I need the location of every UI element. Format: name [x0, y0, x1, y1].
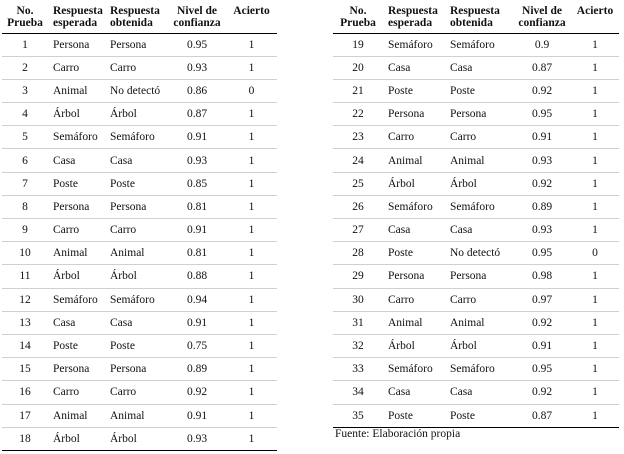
table-row — [2, 404, 277, 427]
table-row — [2, 334, 277, 357]
table-row — [333, 195, 619, 218]
table-row — [2, 427, 277, 450]
cell-no-prueba: 10 — [2, 242, 48, 265]
cell-respuesta-obtenida: Carro — [108, 219, 168, 242]
cell-no-prueba: 4 — [2, 103, 48, 126]
cell-acierto: 1 — [226, 126, 277, 149]
cell-nivel-confianza: 0.97 — [513, 288, 571, 311]
cell-acierto: 1 — [571, 381, 619, 404]
cell-acierto: 1 — [571, 172, 619, 195]
cell-acierto: 1 — [226, 56, 277, 79]
cell-respuesta-obtenida: Árbol — [448, 334, 513, 357]
cell-no-prueba: 21 — [333, 79, 383, 102]
cell-respuesta-esperada: Animal — [48, 404, 108, 427]
table-row — [333, 311, 619, 334]
cell-nivel-confianza: 0.91 — [168, 126, 226, 149]
cell-nivel-confianza: 0.95 — [513, 358, 571, 381]
cell-nivel-confianza: 0.81 — [168, 242, 226, 265]
cell-respuesta-obtenida: Semáforo — [448, 358, 513, 381]
cell-no-prueba: 5 — [2, 126, 48, 149]
table-row — [2, 103, 277, 126]
table-row — [2, 242, 277, 265]
cell-no-prueba: 34 — [333, 381, 383, 404]
cell-nivel-confianza: 0.93 — [168, 427, 226, 450]
table-row — [333, 149, 619, 172]
cell-no-prueba: 24 — [333, 149, 383, 172]
header-nivel-confianza: Nivel de confianza — [513, 2, 571, 33]
cell-respuesta-obtenida: Carro — [448, 126, 513, 149]
cell-respuesta-esperada: Casa — [48, 149, 108, 172]
cell-nivel-confianza: 0.93 — [513, 149, 571, 172]
cell-acierto: 1 — [571, 33, 619, 56]
cell-acierto: 1 — [571, 288, 619, 311]
table-row — [2, 195, 277, 218]
cell-nivel-confianza: 0.93 — [513, 219, 571, 242]
cell-no-prueba: 33 — [333, 358, 383, 381]
cell-respuesta-obtenida: Persona — [108, 195, 168, 218]
cell-respuesta-esperada: Animal — [383, 311, 448, 334]
cell-nivel-confianza: 0.81 — [168, 195, 226, 218]
table-row — [333, 172, 619, 195]
cell-no-prueba: 6 — [2, 149, 48, 172]
results-table-left — [2, 2, 277, 451]
cell-respuesta-obtenida: Persona — [108, 33, 168, 56]
cell-respuesta-obtenida: No detectó — [448, 242, 513, 265]
cell-nivel-confianza: 0.75 — [168, 334, 226, 357]
table-row — [333, 288, 619, 311]
cell-acierto: 0 — [571, 242, 619, 265]
cell-acierto: 1 — [226, 288, 277, 311]
cell-respuesta-esperada: Poste — [383, 79, 448, 102]
cell-acierto: 1 — [226, 33, 277, 56]
cell-respuesta-esperada: Persona — [48, 33, 108, 56]
header-acierto: Acierto — [226, 2, 277, 33]
cell-respuesta-obtenida: Semáforo — [108, 126, 168, 149]
table-row — [2, 288, 277, 311]
cell-acierto: 1 — [571, 56, 619, 79]
cell-respuesta-obtenida: Carro — [448, 288, 513, 311]
cell-no-prueba: 27 — [333, 219, 383, 242]
cell-respuesta-obtenida: Árbol — [448, 172, 513, 195]
cell-acierto: 1 — [571, 265, 619, 288]
header-respuesta-obtenida: Respuesta obtenida — [108, 2, 168, 33]
cell-respuesta-obtenida: Animal — [448, 149, 513, 172]
header-respuesta-esperada: Respuesta esperada — [48, 2, 108, 33]
table-source-caption: Fuente: Elaboración propia — [335, 428, 461, 440]
cell-respuesta-esperada: Semáforo — [383, 33, 448, 56]
table-header-row — [2, 2, 277, 33]
cell-respuesta-esperada: Árbol — [383, 172, 448, 195]
cell-no-prueba: 26 — [333, 195, 383, 218]
cell-no-prueba: 12 — [2, 288, 48, 311]
cell-respuesta-esperada: Árbol — [48, 427, 108, 450]
cell-nivel-confianza: 0.92 — [513, 172, 571, 195]
cell-respuesta-esperada: Carro — [48, 56, 108, 79]
table-row — [333, 79, 619, 102]
header-no-prueba: No. Prueba — [2, 2, 48, 33]
cell-nivel-confianza: 0.94 — [168, 288, 226, 311]
cell-respuesta-esperada: Poste — [48, 172, 108, 195]
table-row — [333, 265, 619, 288]
cell-respuesta-obtenida: Árbol — [108, 427, 168, 450]
cell-respuesta-esperada: Animal — [383, 149, 448, 172]
cell-respuesta-obtenida: Persona — [448, 103, 513, 126]
cell-respuesta-esperada: Poste — [383, 404, 448, 427]
table-row — [2, 126, 277, 149]
cell-nivel-confianza: 0.87 — [513, 404, 571, 427]
table-row — [333, 219, 619, 242]
cell-respuesta-esperada: Carro — [48, 381, 108, 404]
cell-nivel-confianza: 0.91 — [513, 126, 571, 149]
table-row — [333, 56, 619, 79]
table-row — [2, 219, 277, 242]
cell-acierto: 1 — [571, 103, 619, 126]
cell-acierto: 1 — [571, 219, 619, 242]
cell-respuesta-esperada: Poste — [48, 334, 108, 357]
cell-nivel-confianza: 0.95 — [513, 242, 571, 265]
cell-acierto: 1 — [226, 149, 277, 172]
cell-no-prueba: 3 — [2, 79, 48, 102]
cell-acierto: 1 — [226, 381, 277, 404]
cell-nivel-confianza: 0.87 — [513, 56, 571, 79]
cell-acierto: 1 — [226, 265, 277, 288]
cell-respuesta-obtenida: Casa — [108, 149, 168, 172]
cell-acierto: 1 — [226, 358, 277, 381]
cell-respuesta-obtenida: Animal — [108, 404, 168, 427]
cell-no-prueba: 2 — [2, 56, 48, 79]
cell-acierto: 1 — [226, 311, 277, 334]
cell-respuesta-obtenida: Carro — [108, 56, 168, 79]
table-row — [2, 265, 277, 288]
cell-respuesta-obtenida: Árbol — [108, 265, 168, 288]
cell-acierto: 1 — [571, 311, 619, 334]
cell-no-prueba: 9 — [2, 219, 48, 242]
cell-respuesta-obtenida: Poste — [108, 334, 168, 357]
table-row — [333, 33, 619, 56]
cell-respuesta-obtenida: Poste — [448, 79, 513, 102]
cell-nivel-confianza: 0.89 — [513, 195, 571, 218]
cell-respuesta-obtenida: No detectó — [108, 79, 168, 102]
cell-respuesta-obtenida: Árbol — [108, 103, 168, 126]
cell-no-prueba: 28 — [333, 242, 383, 265]
cell-respuesta-esperada: Árbol — [48, 265, 108, 288]
cell-nivel-confianza: 0.85 — [168, 172, 226, 195]
cell-acierto: 1 — [571, 149, 619, 172]
cell-nivel-confianza: 0.95 — [168, 33, 226, 56]
cell-respuesta-obtenida: Casa — [448, 56, 513, 79]
table-row — [333, 381, 619, 404]
cell-nivel-confianza: 0.92 — [513, 79, 571, 102]
cell-acierto: 1 — [571, 195, 619, 218]
cell-no-prueba: 22 — [333, 103, 383, 126]
cell-respuesta-esperada: Casa — [383, 219, 448, 242]
cell-no-prueba: 16 — [2, 381, 48, 404]
cell-nivel-confianza: 0.95 — [513, 103, 571, 126]
cell-no-prueba: 1 — [2, 33, 48, 56]
cell-acierto: 1 — [571, 79, 619, 102]
cell-respuesta-obtenida: Poste — [448, 404, 513, 427]
table-row — [2, 79, 277, 102]
table-body-right — [333, 33, 619, 427]
cell-no-prueba: 23 — [333, 126, 383, 149]
header-respuesta-esperada: Respuesta esperada — [383, 2, 448, 33]
cell-respuesta-esperada: Animal — [48, 242, 108, 265]
cell-respuesta-esperada: Semáforo — [383, 195, 448, 218]
cell-respuesta-esperada: Persona — [383, 265, 448, 288]
cell-respuesta-obtenida: Casa — [448, 381, 513, 404]
results-table-right — [333, 2, 619, 428]
cell-respuesta-obtenida: Casa — [448, 219, 513, 242]
cell-nivel-confianza: 0.89 — [168, 358, 226, 381]
cell-no-prueba: 30 — [333, 288, 383, 311]
cell-respuesta-obtenida: Semáforo — [448, 33, 513, 56]
cell-no-prueba: 29 — [333, 265, 383, 288]
cell-respuesta-esperada: Casa — [383, 381, 448, 404]
table-row — [2, 311, 277, 334]
table-row — [333, 334, 619, 357]
table-row — [333, 103, 619, 126]
table-row — [333, 404, 619, 427]
table-row — [2, 56, 277, 79]
table-row — [2, 358, 277, 381]
cell-respuesta-esperada: Persona — [48, 358, 108, 381]
cell-no-prueba: 31 — [333, 311, 383, 334]
cell-nivel-confianza: 0.91 — [168, 404, 226, 427]
cell-acierto: 1 — [226, 195, 277, 218]
table-row — [2, 149, 277, 172]
cell-respuesta-esperada: Carro — [383, 126, 448, 149]
cell-nivel-confianza: 0.86 — [168, 79, 226, 102]
cell-respuesta-esperada: Persona — [48, 195, 108, 218]
cell-respuesta-esperada: Animal — [48, 79, 108, 102]
cell-acierto: 1 — [226, 404, 277, 427]
table-header-row — [333, 2, 619, 33]
cell-no-prueba: 7 — [2, 172, 48, 195]
cell-respuesta-obtenida: Poste — [108, 172, 168, 195]
cell-respuesta-esperada: Carro — [383, 288, 448, 311]
cell-no-prueba: 20 — [333, 56, 383, 79]
cell-no-prueba: 14 — [2, 334, 48, 357]
cell-respuesta-esperada: Persona — [383, 103, 448, 126]
cell-nivel-confianza: 0.93 — [168, 149, 226, 172]
cell-nivel-confianza: 0.91 — [168, 311, 226, 334]
cell-acierto: 1 — [226, 219, 277, 242]
cell-acierto: 1 — [571, 126, 619, 149]
table-row — [333, 358, 619, 381]
cell-respuesta-obtenida: Animal — [108, 242, 168, 265]
cell-no-prueba: 32 — [333, 334, 383, 357]
table-row — [2, 33, 277, 56]
cell-no-prueba: 11 — [2, 265, 48, 288]
cell-nivel-confianza: 0.87 — [168, 103, 226, 126]
cell-respuesta-esperada: Semáforo — [48, 288, 108, 311]
header-no-prueba: No. Prueba — [333, 2, 383, 33]
cell-acierto: 1 — [226, 242, 277, 265]
cell-no-prueba: 15 — [2, 358, 48, 381]
cell-acierto: 1 — [571, 358, 619, 381]
header-respuesta-obtenida: Respuesta obtenida — [448, 2, 513, 33]
cell-no-prueba: 35 — [333, 404, 383, 427]
cell-respuesta-obtenida: Persona — [108, 358, 168, 381]
cell-respuesta-esperada: Semáforo — [48, 126, 108, 149]
table-row — [333, 126, 619, 149]
cell-acierto: 1 — [226, 103, 277, 126]
table-row — [2, 381, 277, 404]
cell-respuesta-esperada: Carro — [48, 219, 108, 242]
table-row — [333, 242, 619, 265]
cell-acierto: 1 — [571, 334, 619, 357]
cell-respuesta-obtenida: Semáforo — [448, 195, 513, 218]
cell-respuesta-obtenida: Persona — [448, 265, 513, 288]
cell-acierto: 1 — [226, 427, 277, 450]
cell-nivel-confianza: 0.92 — [513, 311, 571, 334]
cell-no-prueba: 13 — [2, 311, 48, 334]
cell-acierto: 0 — [226, 79, 277, 102]
header-nivel-confianza: Nivel de confianza — [168, 2, 226, 33]
cell-acierto: 1 — [226, 172, 277, 195]
cell-no-prueba: 25 — [333, 172, 383, 195]
cell-nivel-confianza: 0.9 — [513, 33, 571, 56]
cell-nivel-confianza: 0.91 — [513, 334, 571, 357]
header-acierto: Acierto — [571, 2, 619, 33]
cell-respuesta-esperada: Árbol — [383, 334, 448, 357]
cell-nivel-confianza: 0.91 — [168, 219, 226, 242]
table-row — [2, 172, 277, 195]
cell-nivel-confianza: 0.93 — [168, 56, 226, 79]
cell-respuesta-obtenida: Carro — [108, 381, 168, 404]
cell-no-prueba: 19 — [333, 33, 383, 56]
cell-respuesta-obtenida: Casa — [108, 311, 168, 334]
cell-nivel-confianza: 0.92 — [168, 381, 226, 404]
cell-acierto: 1 — [571, 404, 619, 427]
cell-no-prueba: 8 — [2, 195, 48, 218]
cell-nivel-confianza: 0.92 — [513, 381, 571, 404]
cell-respuesta-esperada: Árbol — [48, 103, 108, 126]
cell-respuesta-esperada: Casa — [383, 56, 448, 79]
cell-no-prueba: 17 — [2, 404, 48, 427]
cell-respuesta-esperada: Semáforo — [383, 358, 448, 381]
cell-acierto: 1 — [226, 334, 277, 357]
cell-no-prueba: 18 — [2, 427, 48, 450]
cell-nivel-confianza: 0.98 — [513, 265, 571, 288]
table-body-left — [2, 33, 277, 450]
cell-nivel-confianza: 0.88 — [168, 265, 226, 288]
cell-respuesta-obtenida: Animal — [448, 311, 513, 334]
cell-respuesta-esperada: Poste — [383, 242, 448, 265]
cell-respuesta-obtenida: Semáforo — [108, 288, 168, 311]
cell-respuesta-esperada: Casa — [48, 311, 108, 334]
